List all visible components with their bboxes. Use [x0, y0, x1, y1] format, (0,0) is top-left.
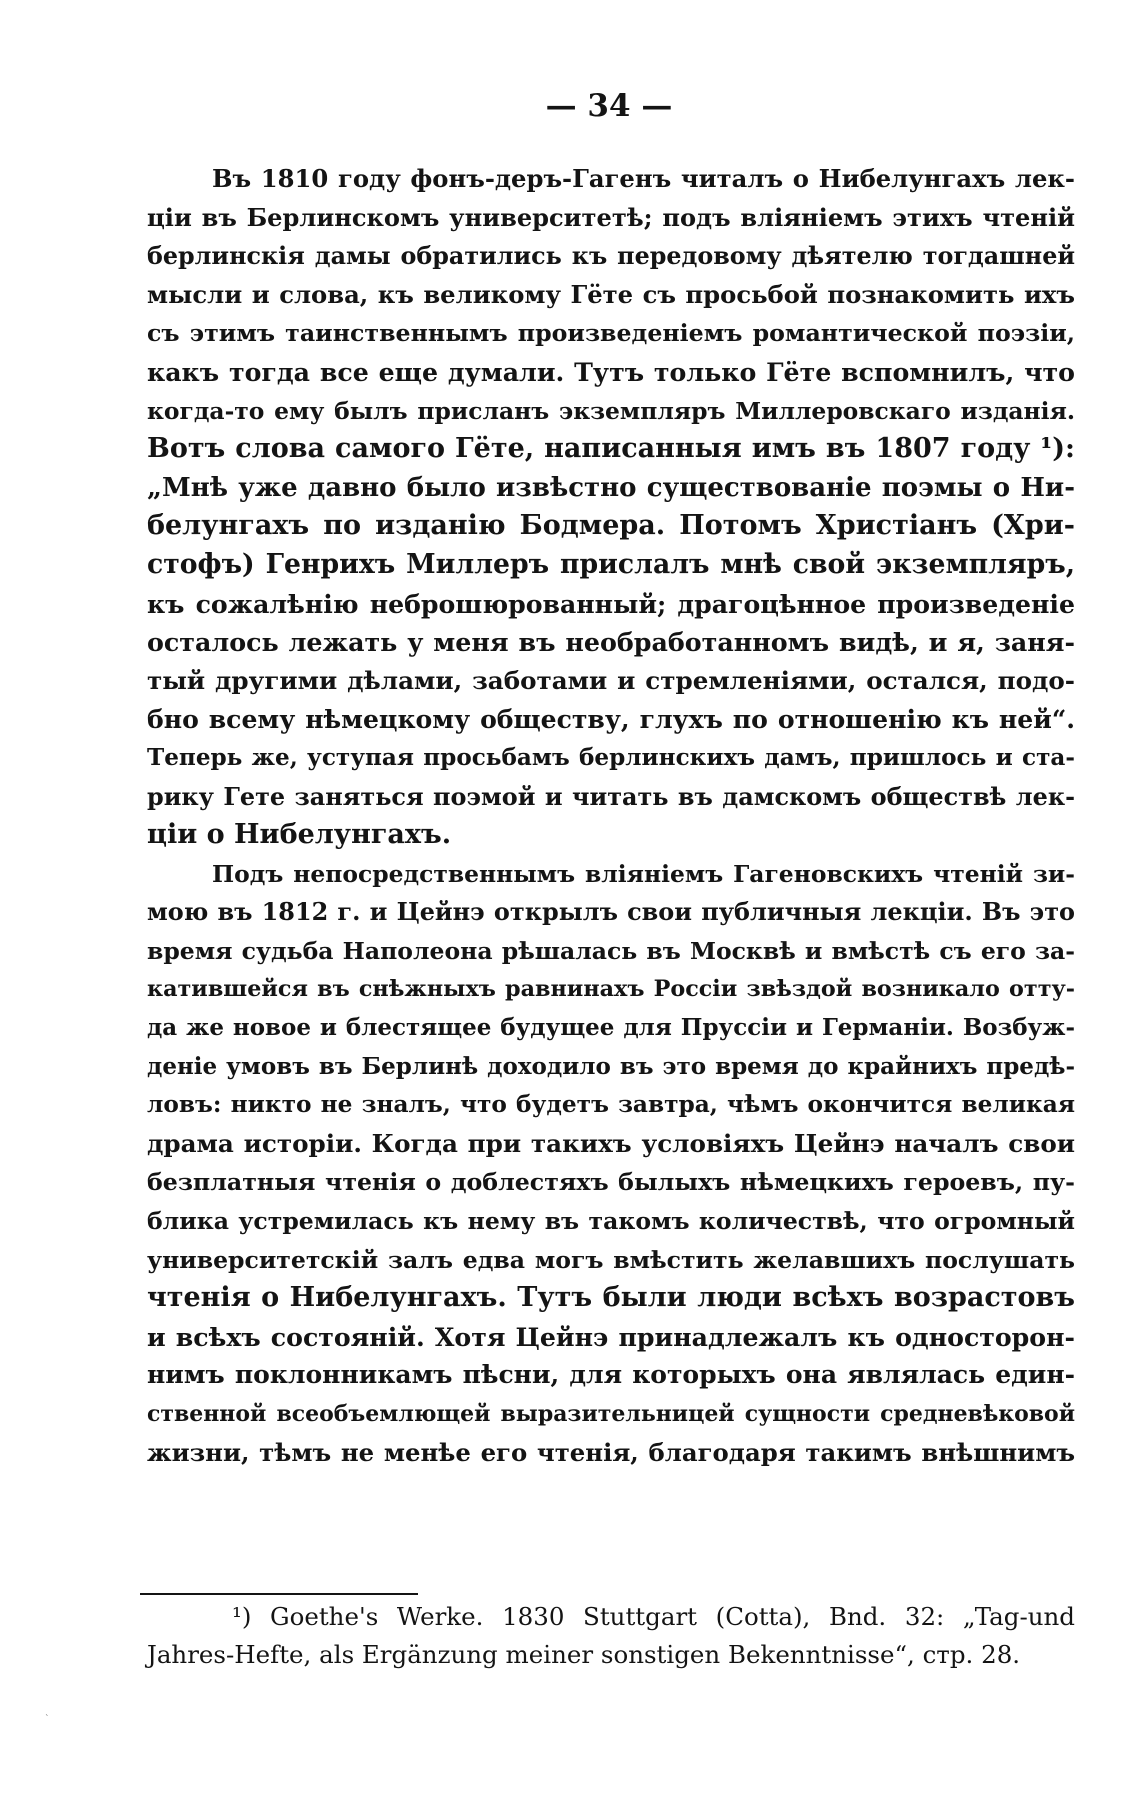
footnote-line: Jahres-Hefte, als Ergänzung meiner sonstigen Bekenntnisse“, стр. 28. [147, 1640, 1021, 1669]
text-line: и всѣхъ состояній. Хотя Цейнэ принадлежалъ къ односторон- [147, 1321, 1075, 1352]
text-line: ственной всеобъемлющей выразительницей сущности средневѣковой [147, 1401, 1075, 1427]
text-line: съ этимъ таинственнымъ произведеніемъ романтической поэзіи, [147, 319, 1075, 348]
text-line: мою въ 1812 г. и Цейнэ открылъ свои публичныя лекціи. Въ это [147, 898, 1075, 927]
text-line: университетскій залъ едва могъ вмѣстить желавшихъ послушать [147, 1245, 1075, 1274]
footnote-divider [140, 1593, 418, 1595]
text-line: Теперь же, уступая просьбамъ берлинскихъ дамъ, пришлось и ста- [147, 743, 1075, 771]
text-line: жизни, тѣмъ не менѣе его чтенія, благодаря такимъ внѣшнимъ [147, 1437, 1075, 1467]
text-line: рику Гете заняться поэмой и читать въ дамскомъ обществѣ лек- [147, 782, 1075, 811]
text-line: деніе умовъ въ Берлинѣ доходило въ это время до крайнихъ предѣ- [147, 1052, 1075, 1080]
text-line: Въ 1810 году фонъ-деръ-Гагенъ читалъ о Нибелунгахъ лек- [212, 164, 1075, 193]
text-line: какъ тогда все еще думали. Тутъ только Гёте вспомнилъ, что [147, 356, 1075, 387]
text-line: безплатныя чтенія о доблестяхъ былыхъ нѣмецкихъ героевъ, пу- [147, 1168, 1075, 1197]
margin-mark: ˋ [45, 1715, 50, 1725]
text-line: бно всему нѣмецкому обществу, глухъ по отношенію къ ней“. [147, 704, 1075, 735]
text-line: да же новое и блестящее будущее для Пруссіи и Германіи. Возбуж- [147, 1014, 1075, 1042]
main-text [147, 160, 1075, 1472]
text-line: „Мнѣ уже давно было извѣстно существованіе поэмы о Ни- [147, 472, 1075, 503]
text-line: къ сожалѣнію неброшюрованный; драгоцѣнное произведеніе [147, 588, 1075, 619]
text-line: драма исторіи. Когда при такихъ условіяхъ Цейнэ началъ свои [147, 1128, 1075, 1158]
text-line: чтенія о Нибелунгахъ. Тутъ были люди всѣхъ возрастовъ [147, 1282, 1075, 1314]
text-line: мысли и слова, къ великому Гёте съ просьбой познакомить ихъ [147, 279, 1075, 309]
paragraph-1 [147, 160, 1075, 855]
text-line: осталось лежать у меня въ необработанномъ видѣ, и я, заня- [147, 627, 1075, 658]
text-line: нимъ поклонникамъ пѣсни, для которыхъ она являлась един- [147, 1360, 1075, 1390]
text-line: тый другими дѣлами, заботами и стремленіями, остался, подо- [147, 665, 1075, 695]
text-line: катившейся въ снѣжныхъ равнинахъ Россіи звѣздой возникало отту- [147, 976, 1075, 1003]
text-line: ціи о Нибелунгахъ. [147, 819, 452, 851]
text-line: стофъ) Генрихъ Миллеръ прислалъ мнѣ свой экземпляръ, [147, 548, 1075, 580]
text-line: ловъ: никто не зналъ, что будетъ завтра, чѣмъ окончится великая [147, 1091, 1075, 1119]
text-line: блика устремилась къ нему въ такомъ количествѣ, что огромный [147, 1207, 1075, 1236]
footnote-line: ¹) Goethe's Werke. 1830 Stuttgart (Cotta), Bnd. 32: „Tag-und [232, 1602, 1075, 1631]
page-number: — 34 — [545, 88, 673, 124]
text-line: белунгахъ по изданію Бодмера. Потомъ Христіанъ (Хри- [147, 510, 1075, 542]
text-line: Подъ непосредственнымъ вліяніемъ Гагеновскихъ чтеній зи- [212, 859, 1075, 888]
text-line: ціи въ Берлинскомъ университетѣ; подъ вліяніемъ этихъ чтеній [147, 202, 1075, 232]
paragraph-2 [147, 855, 1075, 1473]
text-line: Вотъ слова самого Гёте, написанныя имъ въ 1807 году ¹): [147, 433, 1075, 465]
text-line: берлинскія дамы обратились къ передовому дѣятелю тогдашней [147, 242, 1075, 271]
footnote [147, 1598, 1075, 1674]
text-line: время судьба Наполеона рѣшалась въ Москвѣ и вмѣстѣ съ его за- [147, 936, 1075, 965]
text-line: когда-то ему былъ присланъ экземпляръ Миллеровскаго изданія. [147, 396, 1075, 425]
